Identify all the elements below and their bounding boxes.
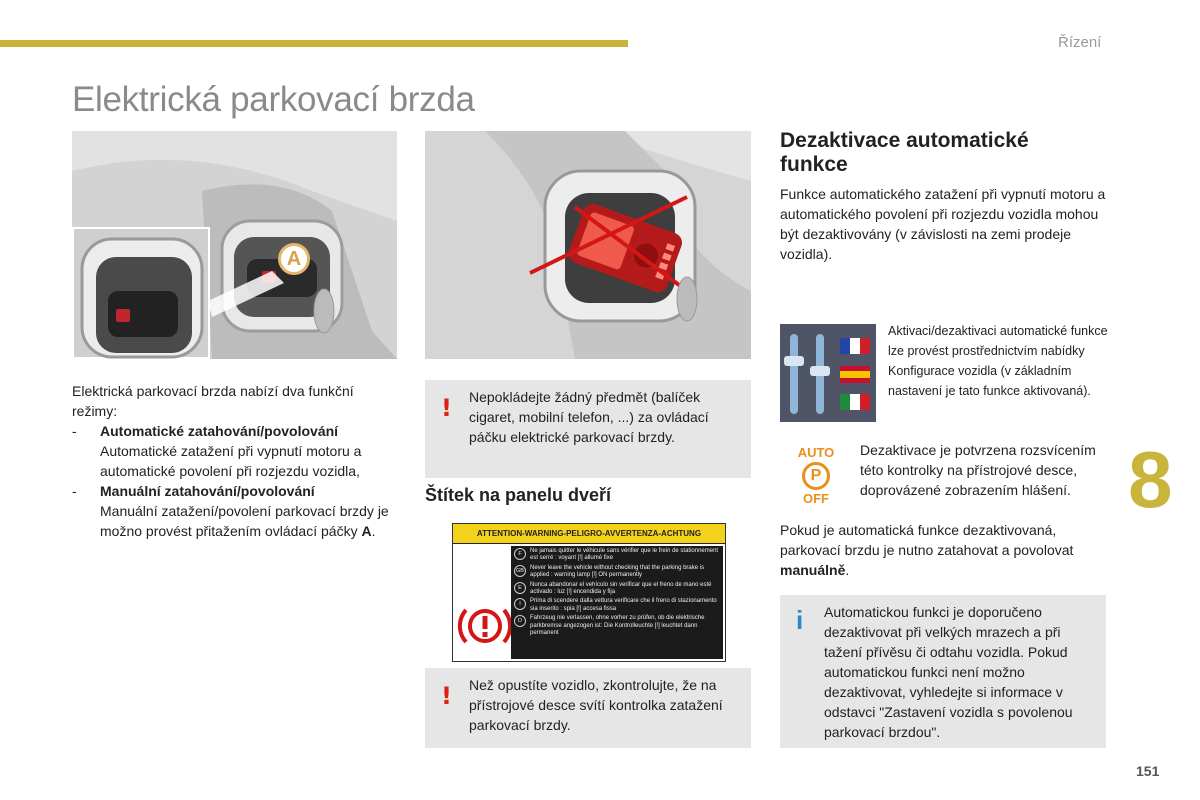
section-tag: Řízení (1058, 34, 1102, 51)
no-objects-photo (425, 131, 751, 359)
warning-text-check-indicator: Než opustíte vozidlo, zkontrolujte, že na přístrojové desce svítí kontrolka zatažení parkovací brzdy. (469, 677, 723, 733)
mode-manual-desc-end: . (371, 523, 376, 539)
mode-manual (72, 481, 400, 541)
deactivation-paragraph: Funkce automatického zatažení při vypnutí motoru a automatického povolení při rozjezdu vozidla mohou být dezaktivovány (v závislosti na zemi prodeje vozidla). (780, 186, 1106, 262)
door-label-row-text: Fahrzeug nie verlassen, ohne vorher zu prüfen, ob die elektrische parkbremse angezogen ist: Die Kontrolleuchte [!] leuchtet dann permanent (530, 615, 705, 637)
page-title: Elektrická parkovací brzda (72, 80, 475, 119)
manual-mode-paragraph (780, 520, 1110, 580)
door-warning-label (452, 523, 726, 662)
door-label-row (514, 615, 720, 637)
language-code: GB (514, 565, 526, 577)
lever-a-ref: A (361, 523, 372, 539)
mode-manual-title: Manuální zatahování/povolování (100, 483, 315, 499)
door-label-row-text: Never leave the vehicle without checking that the parking brake is applied : warning lamp [!] ON permanently (530, 564, 705, 579)
callout-a-badge (278, 243, 310, 275)
page-number: 151 (1136, 763, 1160, 779)
p-circle (802, 462, 830, 490)
door-label-heading: Štítek na panelu dveří (425, 485, 612, 505)
door-label-row (514, 582, 720, 597)
warning-text-objects: Nepokládejte žádný předmět (balíček cigaret, mobilní telefon, ...) za ovládací páčku elektrické parkovací brzdy. (469, 389, 709, 445)
manual-mode-end: . (845, 562, 850, 578)
auto-off-indicator-icon (788, 446, 844, 510)
intro-paragraph: Elektrická parkovací brzda nabízí dva funkční režimy: (72, 383, 354, 419)
callout-a-label: A (286, 248, 302, 270)
warning-icon: ! (441, 682, 452, 710)
door-label-text-panel (511, 546, 723, 659)
language-code: F (514, 548, 526, 560)
off-label: OFF (803, 491, 829, 506)
left-column-text (72, 381, 400, 541)
language-code: D (514, 615, 526, 627)
door-label-row-text: Nunca abandonar el vehículo sin verificar que el freno de mano esté activado : luz [!] encendida y fija (530, 581, 712, 596)
console-lever-photo (72, 131, 397, 359)
door-label-row (514, 598, 720, 613)
config-menu-text: Aktivaci/dezaktivaci automatické funkce lze provést prostřednictvím nabídky Konfigurace vozidla (v základním nastavení je tato funkce aktivovaná). (888, 324, 1108, 398)
manual-mode-text: Pokud je automatická funkce dezaktivovaná, parkovací brzdu je nutno zatahovat a povolovat (780, 522, 1074, 558)
p-label: P (810, 467, 822, 484)
chapter-number: 8 (1128, 435, 1173, 524)
mode-manual-desc: Manuální zatažení/povolení parkovací brzdy je možno provést přitažením ovládací páčky (100, 503, 389, 539)
warning-icon: ! (441, 394, 452, 422)
mode-auto-title: Automatické zatahování/povolování (100, 423, 339, 439)
indicator-text: Dezaktivace je potvrzena rozsvícením této kontrolky na přístrojové desce, doprovázené zobrazením hlášení. (860, 442, 1096, 498)
door-label-header: ATTENTION-WARNING-PELIGRO-AVVERTENZA-ACHTUNG (453, 524, 725, 544)
info-box (780, 595, 1106, 748)
manual-mode-bold: manuálně (780, 562, 846, 578)
list-dash: - (72, 483, 77, 499)
deactivation-heading: Dezaktivace automatické funkce (780, 129, 1029, 176)
mode-auto (72, 421, 400, 481)
config-menu-picture (780, 324, 876, 422)
warning-box-check-indicator (425, 668, 751, 748)
door-label-row-text: Ne jamais quitter le véhicule sans vérifier que le frein de stationnement est serré : voyant [!] allumé fixe (530, 548, 719, 562)
info-icon: i (796, 605, 804, 635)
warning-box-objects (425, 380, 751, 478)
auto-label: AUTO (797, 445, 835, 460)
info-text: Automatickou funkci je doporučeno dezaktivovat při velkých mrazech a při tažení přívěsu či odtahu vozidla. Pokud automatickou funkci není možno dezaktivovat, vyhledejte si informace v odstavci "Zastavení vozidla s povolenou parkovací brzdou". (824, 604, 1073, 740)
parking-brake-warning-icon (457, 550, 513, 660)
door-label-row (514, 565, 720, 580)
language-code: E (514, 582, 526, 594)
language-code: I (514, 598, 526, 610)
mode-auto-desc: Automatické zatažení při vypnutí motoru a automatické povolení při rozjezdu vozidla, (100, 443, 362, 479)
door-label-row-text: Prima di scendere dalla vettura verificare che il freno di stazionamento sia inserito : spia [!] accesa fissa (530, 598, 717, 612)
list-dash: - (72, 423, 77, 439)
door-label-row (514, 548, 720, 563)
header-accent-bar (0, 40, 628, 47)
